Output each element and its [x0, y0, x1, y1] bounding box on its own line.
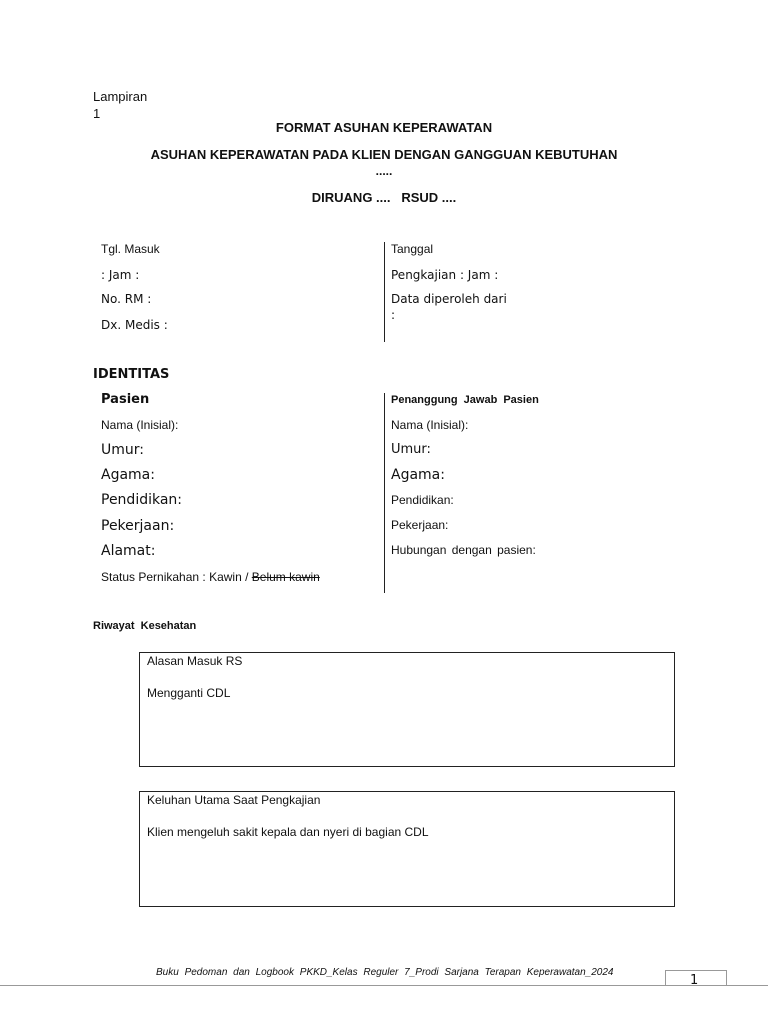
guardian-name-field: Nama (Inisial):: [391, 418, 469, 432]
marital-status-label: Status Pernikahan : Kawin /: [101, 570, 249, 584]
patient-religion-field: Agama:: [101, 467, 155, 483]
guardian-heading: Penanggung Jawab Pasien: [391, 394, 539, 406]
lampiran-label: Lampiran: [93, 89, 148, 104]
admission-reason-label: Alasan Masuk RS: [147, 654, 243, 668]
marital-status-struck-option: Belum kawin: [251, 570, 320, 584]
footer-divider: [0, 985, 768, 986]
location-line: DIRUANG .... RSUD ....: [311, 190, 457, 205]
document-subtitle-dots: .....: [375, 164, 393, 178]
admission-time-label: : Jam :: [101, 268, 140, 282]
assessment-time-label: Pengkajian : Jam :: [391, 268, 499, 282]
diagnosis-label: Dx. Medis :: [101, 318, 168, 332]
marital-status-field: [101, 570, 320, 584]
patient-education-field: Pendidikan:: [101, 492, 183, 508]
admission-date-label: Tgl. Masuk: [101, 242, 160, 256]
document-subtitle: ASUHAN KEPERAWATAN PADA KLIEN DENGAN GANGGUAN KEBUTUHAN: [150, 147, 618, 162]
page-number: 1: [690, 973, 699, 988]
patient-age-field: Umur:: [101, 442, 144, 458]
identitas-heading: IDENTITAS: [93, 367, 170, 382]
guardian-age-field: Umur:: [391, 442, 431, 457]
footer-text: Buku Pedoman dan Logbook PKKD_Kelas Reguler 7_Prodi Sarjana Terapan Keperawatan_2024: [156, 967, 614, 978]
lampiran-number: 1: [93, 106, 101, 121]
admission-divider: [384, 242, 385, 342]
medical-record-label: No. RM :: [101, 292, 152, 306]
guardian-education-field: Pendidikan:: [391, 493, 454, 507]
document-title: FORMAT ASUHAN KEPERAWATAN: [275, 120, 493, 135]
patient-heading: Pasien: [101, 392, 150, 407]
patient-occupation-field: Pekerjaan:: [101, 518, 175, 534]
patient-address-field: Alamat:: [101, 543, 156, 559]
admission-reason-box: [139, 652, 675, 767]
main-complaint-box: [139, 791, 675, 907]
riwayat-heading: Riwayat Kesehatan: [93, 620, 197, 632]
patient-name-field: Nama (Inisial):: [101, 418, 179, 432]
identitas-divider: [384, 393, 385, 593]
main-complaint-value: Klien mengeluh sakit kepala dan nyeri di bagian CDL: [147, 825, 429, 839]
guardian-occupation-field: Pekerjaan:: [391, 518, 449, 532]
admission-reason-value: Mengganti CDL: [147, 686, 231, 700]
data-source-colon: :: [391, 308, 396, 322]
data-source-label: Data diperoleh dari: [391, 292, 507, 306]
guardian-religion-field: Agama:: [391, 467, 445, 483]
main-complaint-label: Keluhan Utama Saat Pengkajian: [147, 793, 321, 807]
guardian-relationship-field: Hubungan dengan pasien:: [391, 543, 536, 557]
assessment-date-label: Tanggal: [391, 242, 434, 256]
